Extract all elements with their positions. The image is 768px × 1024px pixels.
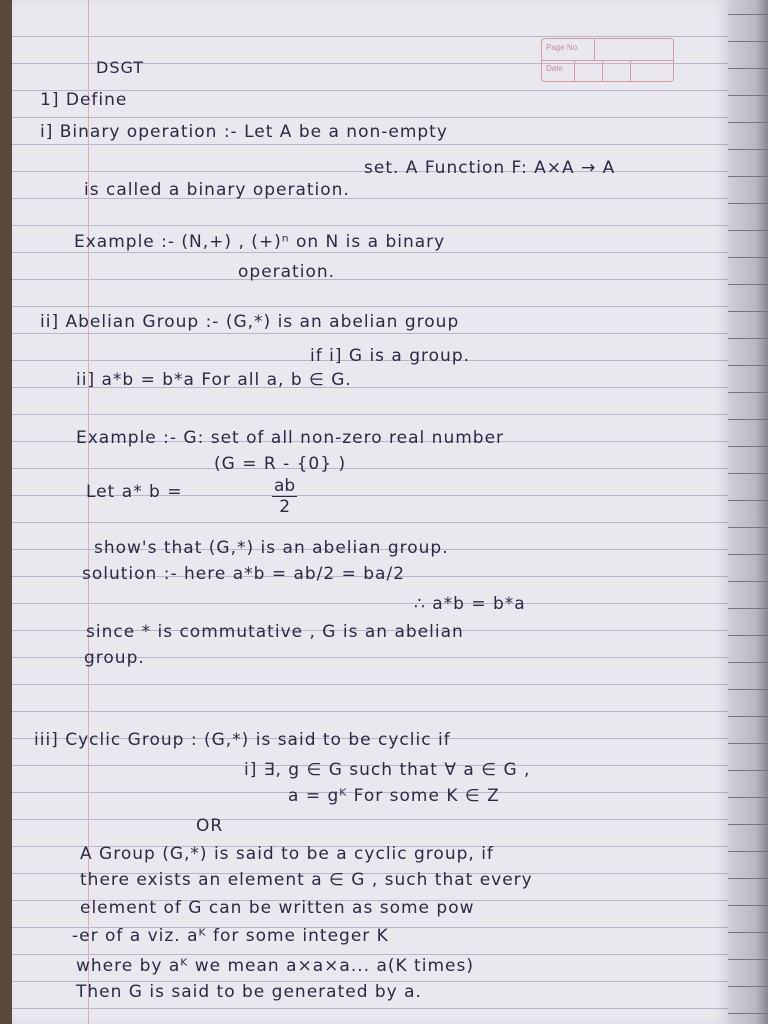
page-edge-line <box>728 311 768 312</box>
line-exists-g: i] ∃, g ∈ G such that ∀ a ∈ G , <box>244 760 531 780</box>
line-set-def: (G = R - {0} ) <box>214 454 347 474</box>
line-if-group: if i] G is a group. <box>310 346 471 366</box>
line-cyclic-def-5: where by aᴷ we mean a×a×a... a(K times) <box>76 956 474 976</box>
page-edge-line <box>728 608 768 609</box>
page-no-row <box>542 39 673 61</box>
line-therefore: ∴ a*b = b*a <box>414 594 526 614</box>
line-solution: solution :- here a*b = ab/2 = ba/2 <box>82 564 406 584</box>
line-or: OR <box>196 816 224 836</box>
line-define: 1] Define <box>40 90 128 110</box>
page-edge-line <box>728 473 768 474</box>
page-edge-line <box>728 932 768 933</box>
fraction-ab-over-2 <box>272 476 297 517</box>
page-edge-line <box>728 635 768 636</box>
line-cyclic-def-1: A Group (G,*) is said to be a cyclic group, if <box>80 844 494 864</box>
page-edge-line <box>728 986 768 987</box>
page-edge-line <box>728 365 768 366</box>
page-edge-line <box>728 338 768 339</box>
notebook-page <box>12 0 728 1024</box>
fraction-denominator: 2 <box>279 497 291 517</box>
page-edge-line <box>728 392 768 393</box>
page-edge-line <box>728 959 768 960</box>
notebook-page-edges <box>728 0 768 1024</box>
line-example-binary: Example :- (N,+) , (+)ⁿ on N is a binary <box>74 232 446 252</box>
page-edge-line <box>728 446 768 447</box>
page-edge-line <box>728 500 768 501</box>
page-edge-line <box>728 824 768 825</box>
page-edge-line <box>728 689 768 690</box>
line-group-end: group. <box>84 648 145 668</box>
page-edge-line <box>728 743 768 744</box>
page-edge-line <box>728 257 768 258</box>
line-binary-operation: i] Binary operation :- Let A be a non-empty <box>40 122 448 142</box>
page-edge-line <box>728 878 768 879</box>
line-since-commutative: since * is commutative , G is an abelian <box>86 622 464 642</box>
page-no-label: Page No. <box>546 43 580 52</box>
line-function-def: set. A Function F: A×A → A <box>364 158 616 178</box>
page-edge-line <box>728 581 768 582</box>
line-abelian-group: ii] Abelian Group :- (G,*) is an abelian group <box>40 312 460 332</box>
line-cyclic-def-3: element of G can be written as some pow <box>80 898 475 918</box>
page-edge-line <box>728 95 768 96</box>
page-edge-line <box>728 68 768 69</box>
date-label: Date <box>546 64 563 73</box>
page-edge-line <box>728 203 768 204</box>
date-row <box>542 60 673 81</box>
line-cyclic-def-2: there exists an element a ∈ G , such that every <box>80 870 533 890</box>
page-date-box <box>541 38 674 82</box>
line-example-abelian: Example :- G: set of all non-zero real number <box>76 428 505 448</box>
page-edge-line <box>728 662 768 663</box>
fraction-numerator: ab <box>274 476 296 496</box>
line-operation: operation. <box>238 262 336 282</box>
line-commutative-condition: ii] a*b = b*a For all a, b ∈ G. <box>76 370 352 390</box>
line-a-equals-gk: a = gᴷ For some K ∈ Z <box>288 786 500 806</box>
line-called-binary: is called a binary operation. <box>84 180 350 200</box>
page-edge-line <box>728 554 768 555</box>
page-edge-line <box>728 230 768 231</box>
page-edge-line <box>728 905 768 906</box>
page-edge-line <box>728 284 768 285</box>
page-edge-line <box>728 527 768 528</box>
line-cyclic-def-4: -er of a viz. aᴷ for some integer K <box>72 926 389 946</box>
page-edge-line <box>728 419 768 420</box>
page-edge-line <box>728 176 768 177</box>
page-edge-line <box>728 716 768 717</box>
line-cyclic-group: iii] Cyclic Group : (G,*) is said to be cyclic if <box>34 730 451 750</box>
page-edge-line <box>728 851 768 852</box>
line-generated: Then G is said to be generated by a. <box>76 982 422 1002</box>
page-edge-line <box>728 770 768 771</box>
line-let-ab: Let a* b = <box>86 482 183 502</box>
page-edge-line <box>728 149 768 150</box>
page-edge-line <box>728 797 768 798</box>
page-title: DSGT <box>96 58 145 77</box>
page-edge-line <box>728 1013 768 1014</box>
page-edge-line <box>728 14 768 15</box>
line-shows-that: show's that (G,*) is an abelian group. <box>94 538 449 558</box>
page-edge-line <box>728 41 768 42</box>
page-edge-line <box>728 122 768 123</box>
